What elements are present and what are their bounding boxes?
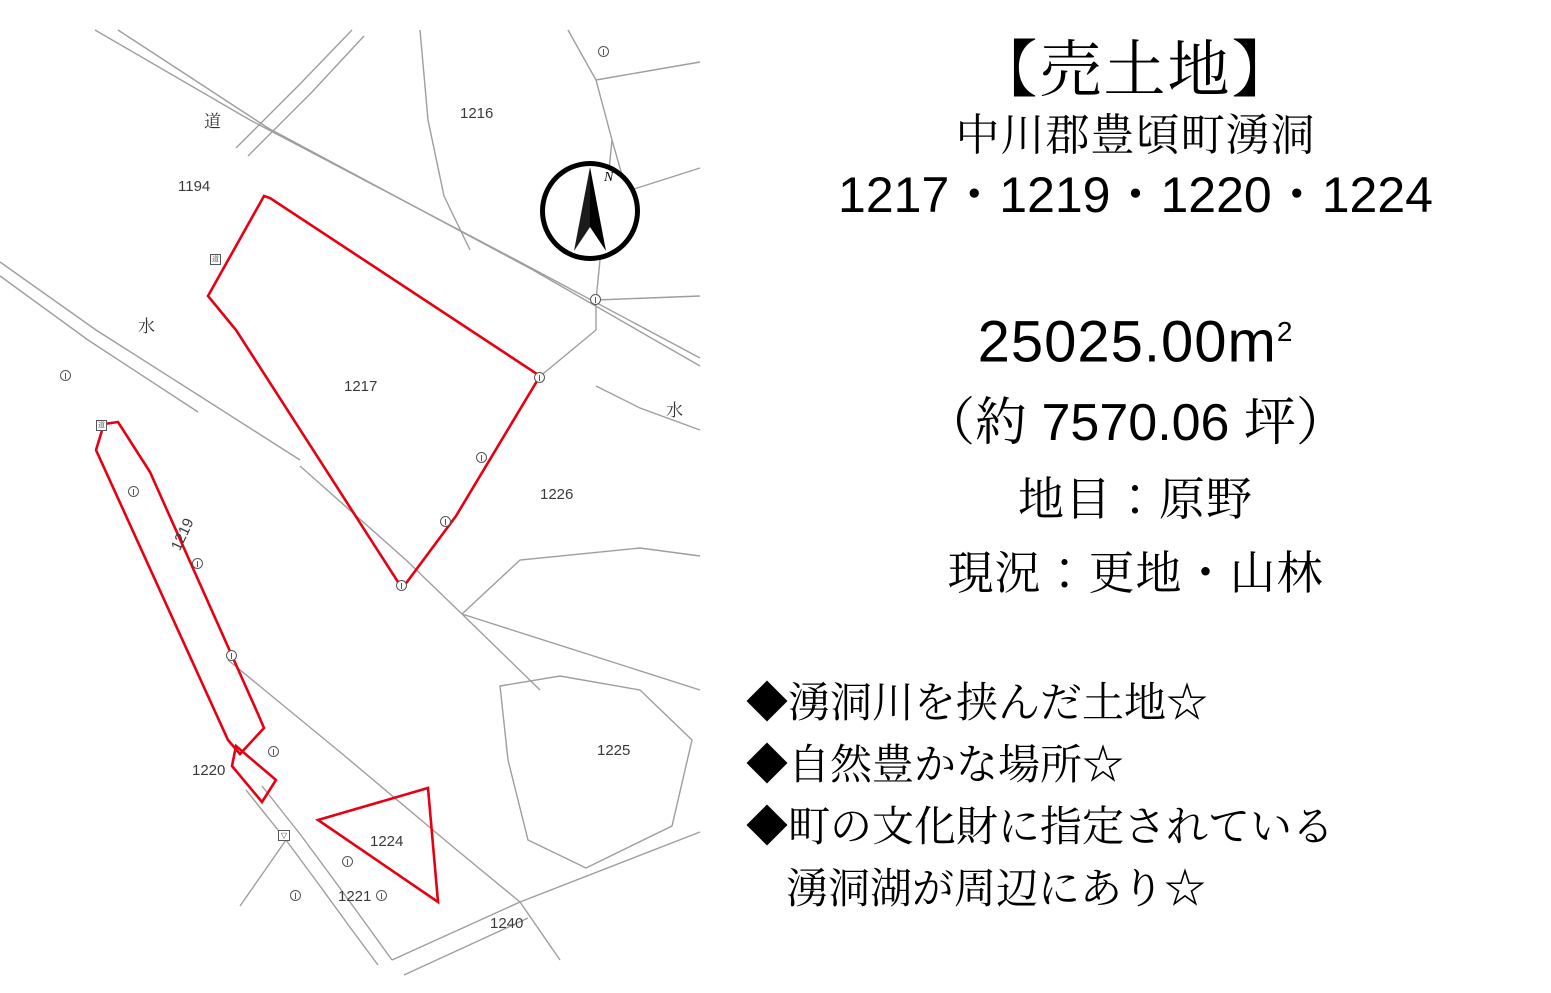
cadastral-map (0, 0, 720, 993)
parcel-label-1225: 1225 (597, 742, 631, 759)
compass-north-icon (536, 155, 644, 263)
area-value: 25025.00m (977, 309, 1277, 375)
map-vector-layer (0, 0, 720, 993)
spec-block (720, 290, 1551, 610)
road-marker-icon: 道 (98, 422, 105, 429)
survey-point-icon (128, 486, 139, 497)
survey-point-icon (476, 452, 487, 463)
feature-item: ◆自然豊かな場所☆ (746, 741, 1125, 788)
survey-point-icon (226, 650, 237, 661)
survey-point-icon (376, 890, 387, 901)
survey-point-icon (192, 558, 203, 569)
parcel-label-1240: 1240 (490, 915, 524, 932)
map-label-water-left: 水 (138, 317, 155, 336)
parcel-label-1216: 1216 (460, 105, 494, 122)
map-label-road: 道 (201, 112, 220, 129)
survey-point-icon (590, 294, 601, 305)
property-info-panel (720, 0, 1551, 993)
benchmark-icon: ▽ (278, 830, 290, 841)
svg-text:N: N (604, 170, 614, 185)
feature-item: ◆町の文化財に指定されている (746, 803, 1335, 850)
title-block (720, 34, 1551, 226)
current-state: 現況：更地・山林 (947, 547, 1324, 600)
subject-parcel-outline-1219 (96, 422, 264, 754)
survey-point-icon (396, 580, 407, 591)
survey-point-icon (534, 372, 545, 383)
parcel-label-1220: 1220 (192, 762, 226, 779)
area-square-meters (720, 290, 1551, 384)
area-tsubo: （約 7570.06 坪） (923, 394, 1348, 453)
land-category: 地目：原野 (1018, 473, 1253, 526)
parcel-label-1217: 1217 (344, 378, 378, 395)
features-list (746, 672, 1551, 920)
survey-point-icon (440, 516, 451, 527)
feature-item: ◆湧洞川を挟んだ土地☆ (746, 679, 1209, 726)
survey-point-icon (60, 370, 71, 381)
parcel-label-1224: 1224 (370, 833, 404, 850)
address-line-1: 中川郡豊頃町湧洞 (955, 111, 1316, 160)
survey-point-icon (290, 890, 301, 901)
area-unit-superscript: 2 (1276, 316, 1294, 347)
survey-point-icon (598, 46, 609, 57)
road-marker-icon: 道 (212, 256, 219, 263)
parcel-label-1194: 1194 (178, 178, 211, 195)
address-line-2: 1217・1219・1220・1224 (838, 167, 1433, 223)
feature-item: 湧洞湖が周辺にあり☆ (786, 865, 1207, 912)
survey-point-icon (342, 856, 353, 867)
parcel-label-1226: 1226 (540, 486, 574, 503)
survey-point-icon (268, 746, 279, 757)
parcel-label-1221: 1221 (338, 888, 372, 905)
parcel-label-1219: 1219 (168, 515, 198, 554)
page-title: 【売土地】 (975, 36, 1296, 105)
map-label-water-right: 水 (666, 401, 683, 420)
